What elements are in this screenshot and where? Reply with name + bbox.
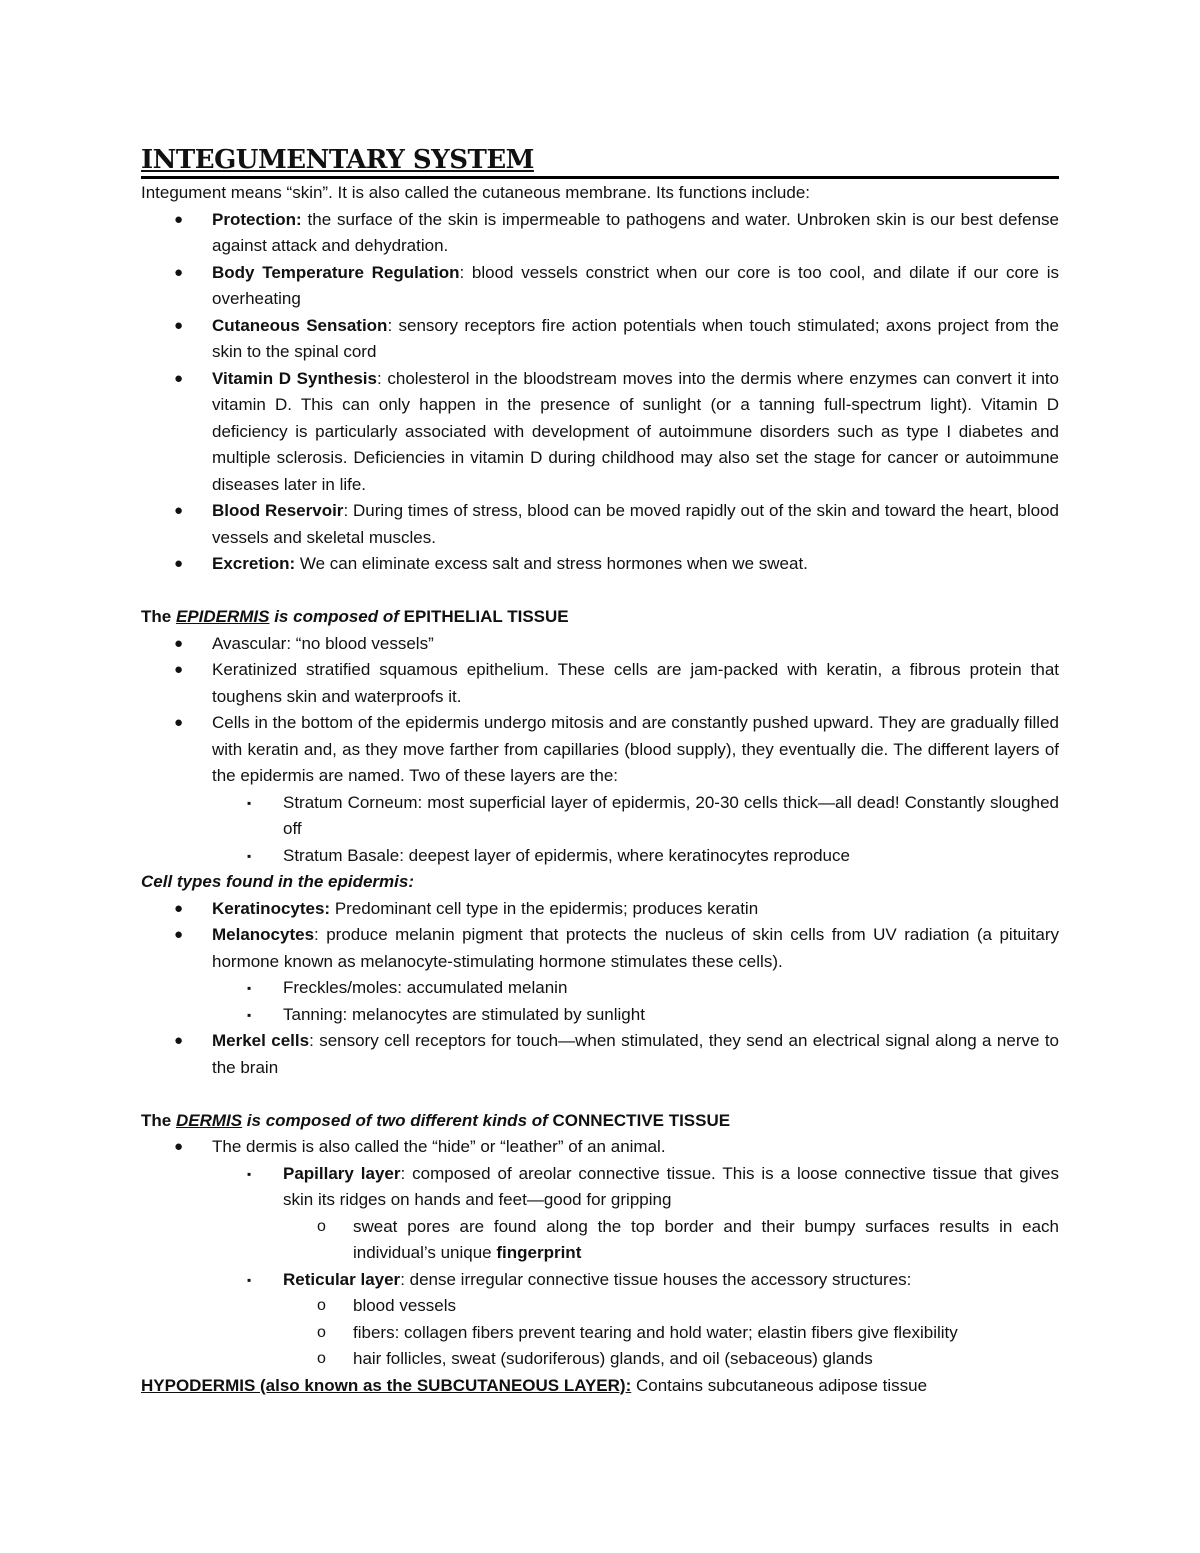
definition: : blood vessels constrict when our core is too cool, and dilate if our core is overheating bbox=[212, 262, 1059, 308]
term: Papillary layer bbox=[283, 1163, 401, 1183]
definition: : sensory cell receptors for touch—when stimulated, they send an electrical signal along a nerve to the brain bbox=[212, 1031, 1060, 1077]
definition: We can eliminate excess salt and stress hormones when we sweat. bbox=[295, 554, 808, 573]
item-text: sweat pores are found along the top border and their bumpy surfaces results in each individual’s unique bbox=[353, 1216, 1059, 1262]
bullet-icon: ● bbox=[174, 1032, 184, 1049]
epidermis-list bbox=[141, 631, 1059, 870]
item-text: hair follicles, sweat (sudoriferous) glands, and oil (sebaceous) glands bbox=[353, 1349, 873, 1368]
definition: : dense irregular connective tissue houses the accessory structures: bbox=[400, 1269, 912, 1289]
item-text: blood vessels bbox=[353, 1296, 457, 1315]
spacer bbox=[141, 578, 1059, 605]
term: Reticular layer bbox=[283, 1269, 401, 1289]
definition: the surface of the skin is impermeable to pathogens and water. Unbroken skin is our best defense against attack and dehydration. bbox=[212, 209, 1059, 255]
hypodermis-term: HYPODERMIS (also known as the SUBCUTANEOUS LAYER): bbox=[141, 1375, 632, 1395]
circle-bullet-icon: o bbox=[317, 1217, 326, 1235]
sub-sub-list-item bbox=[141, 1320, 1059, 1347]
cell-types-heading: Cell types found in the epidermis: bbox=[141, 872, 414, 891]
bullet-icon: ● bbox=[174, 634, 184, 652]
list-item bbox=[141, 498, 1059, 551]
sub-list-item bbox=[141, 790, 1059, 843]
heading-middle: is composed of bbox=[269, 607, 404, 626]
list-item bbox=[141, 657, 1059, 710]
heading-suffix: EPITHELIAL TISSUE bbox=[403, 607, 569, 626]
item-text: Avascular: “no blood vessels” bbox=[212, 633, 434, 653]
list-item bbox=[141, 896, 1059, 923]
sub-list-item bbox=[141, 843, 1059, 870]
definition: Predominant cell type in the epidermis; produces keratin bbox=[330, 898, 759, 918]
term: Keratinocytes: bbox=[212, 898, 331, 918]
definition: : During times of stress, blood can be moved rapidly out of the skin and toward the heart, blood vessels and skeletal muscles. bbox=[212, 501, 1060, 547]
bullet-icon: ● bbox=[174, 210, 184, 228]
square-bullet-icon: ▪ bbox=[247, 795, 252, 810]
term: Cutaneous Sensation bbox=[212, 315, 388, 335]
square-bullet-icon: ▪ bbox=[247, 1007, 252, 1022]
bullet-icon: ● bbox=[174, 263, 184, 281]
cell-types-list bbox=[141, 896, 1059, 1082]
item-text: Stratum Corneum: most superficial layer of epidermis, 20-30 cells thick—all dead! Constantly sloughed off bbox=[283, 792, 1059, 838]
sub-sub-list-item bbox=[141, 1346, 1059, 1373]
definition: : sensory receptors fire action potentials when touch stimulated; axons project from the skin to the spinal cord bbox=[212, 315, 1059, 361]
definition: : produce melanin pigment that protects the nucleus of skin cells from UV radiation (a pituitary hormone known as melanocyte-stimulating hormone stimulates these cells). bbox=[212, 925, 1059, 971]
page-title: INTEGUMENTARY SYSTEM bbox=[141, 145, 534, 175]
list-item bbox=[141, 551, 1059, 578]
circle-bullet-icon: o bbox=[317, 1323, 326, 1341]
sub-list-item bbox=[141, 975, 1059, 1002]
term: Vitamin D Synthesis bbox=[212, 368, 377, 388]
sub-list-item bbox=[141, 1002, 1059, 1029]
list-item bbox=[141, 710, 1059, 790]
heading-term: EPIDERMIS bbox=[175, 607, 270, 626]
sub-sub-list-item bbox=[141, 1214, 1059, 1267]
circle-bullet-icon: o bbox=[317, 1350, 326, 1367]
term: fingerprint bbox=[496, 1243, 582, 1262]
item-text: Freckles/moles: accumulated melanin bbox=[283, 978, 568, 997]
bullet-icon: ● bbox=[174, 714, 184, 731]
list-item bbox=[141, 1028, 1059, 1081]
item-text: Stratum Basale: deepest layer of epidermis, where keratinocytes reproduce bbox=[283, 845, 850, 865]
hypodermis-text: Contains subcutaneous adipose tissue bbox=[631, 1375, 928, 1395]
square-bullet-icon: ▪ bbox=[247, 1166, 252, 1181]
item-text: Cells in the bottom of the epidermis undergo mitosis and are constantly pushed upward. They are gradually filled with keratin and, as they move farther from capillaries (blood supply), they eventually die. The different layers of the epidermis are named. Two of these layers are the: bbox=[212, 713, 1059, 785]
hypodermis-line bbox=[141, 1373, 1059, 1400]
sub-list-item bbox=[141, 1161, 1059, 1214]
list-item bbox=[141, 313, 1059, 366]
heading-suffix: CONNECTIVE TISSUE bbox=[552, 1110, 731, 1130]
bullet-icon: ● bbox=[174, 369, 184, 387]
item-text: fibers: collagen fibers prevent tearing and hold water; elastin fibers give flexibility bbox=[353, 1322, 958, 1342]
title-rule bbox=[141, 144, 1059, 179]
definition: : composed of areolar connective tissue. This is a loose connective tissue that gives skin its ridges on hands and feet—good for gripping bbox=[283, 1163, 1059, 1209]
list-item bbox=[141, 922, 1059, 975]
term: Excretion: bbox=[212, 554, 296, 573]
square-bullet-icon: ▪ bbox=[247, 981, 252, 995]
term: Protection: bbox=[212, 209, 302, 229]
bullet-icon: ● bbox=[174, 555, 184, 572]
heading-prefix: The bbox=[141, 1110, 176, 1130]
definition: : cholesterol in the bloodstream moves into the dermis where enzymes can convert it into vitamin D. This can only happen in the presence of sunlight (or a tanning full-spectrum light). Vitamin D deficiency is particularly associated with development of autoimmune disorders such as type I diabetes and multiple sclerosis. Deficiencies in vitamin D during childhood may also set the stage for cancer or autoimmune diseases later in life. bbox=[212, 368, 1059, 494]
bullet-icon: ● bbox=[174, 1138, 184, 1155]
item-text: Tanning: melanocytes are stimulated by sunlight bbox=[283, 1004, 645, 1024]
term: Blood Reservoir bbox=[212, 501, 344, 520]
term: Merkel cells bbox=[212, 1031, 310, 1050]
heading-prefix: The bbox=[141, 607, 176, 626]
circle-bullet-icon: o bbox=[317, 1297, 326, 1314]
term: Melanocytes bbox=[212, 925, 315, 944]
dermis-heading bbox=[141, 1108, 1059, 1135]
list-item bbox=[141, 260, 1059, 313]
epidermis-heading bbox=[141, 604, 1059, 631]
bullet-icon: ● bbox=[174, 926, 184, 943]
bullet-icon: ● bbox=[174, 899, 184, 917]
list-item bbox=[141, 366, 1059, 499]
square-bullet-icon: ▪ bbox=[247, 848, 252, 863]
bullet-icon: ● bbox=[174, 316, 184, 334]
item-text: The dermis is also called the “hide” or “leather” of an animal. bbox=[212, 1137, 666, 1156]
spacer bbox=[141, 1081, 1059, 1108]
bullet-icon: ● bbox=[174, 502, 184, 519]
heading-middle: is composed of two different kinds of bbox=[242, 1110, 553, 1130]
bullet-icon: ● bbox=[174, 661, 184, 678]
square-bullet-icon: ▪ bbox=[247, 1272, 252, 1287]
sub-sub-list-item bbox=[141, 1293, 1059, 1320]
sub-list-item bbox=[141, 1267, 1059, 1294]
item-text: Keratinized stratified squamous epithelium. These cells are jam-packed with keratin, a fibrous protein that toughens skin and waterproofs it. bbox=[212, 660, 1059, 706]
document-body bbox=[141, 144, 1059, 1399]
list-item bbox=[141, 207, 1059, 260]
list-item bbox=[141, 631, 1059, 658]
term: Body Temperature Regulation bbox=[212, 262, 460, 282]
heading-term: DERMIS bbox=[175, 1110, 243, 1130]
functions-list bbox=[141, 207, 1059, 578]
intro-paragraph: Integument means “skin”. It is also called the cutaneous membrane. Its functions include: bbox=[141, 183, 811, 202]
dermis-list bbox=[141, 1134, 1059, 1373]
list-item bbox=[141, 1134, 1059, 1161]
